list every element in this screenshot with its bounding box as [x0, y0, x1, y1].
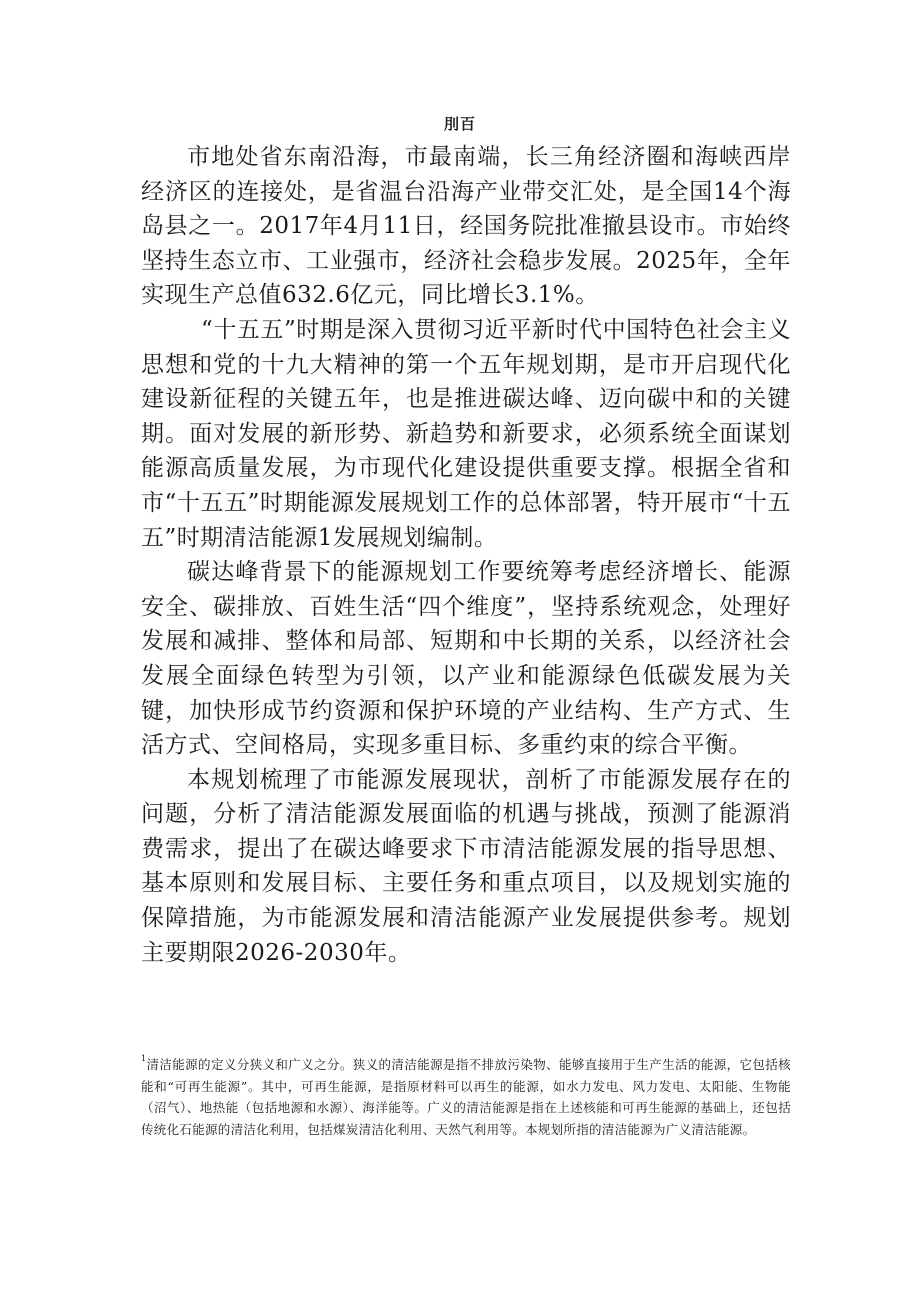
paragraph-planning-period: “十五五”时期是深入贯彻习近平新时代中国特色社会主义思想和党的十九大精神的第一个五年规划期，是市开启现代化建设新征程的关键五年，也是推进碳达峰、迈向碳中和的关键期。面对发展的新形势、新趋势和新要求，必须系统全面谋划能源高质量发展，为市现代化建设提供重要支撑。根据全省和市“十五五”时期能源发展规划工作的总体部署，特开展市“十五五”时期清洁能源1发展规划编制。 — [141, 316, 791, 551]
paragraph-plan-summary: 本规划梳理了市能源发展现状，剖析了市能源发展存在的问题，分析了清洁能源发展面临的机遇与挑战，预测了能源消费需求，提出了在碳达峰要求下市清洁能源发展的指导思想、基本原则和发展目标、主要任务和重点项目，以及规划实施的保障措施，为市能源发展和清洁能源产业发展提供参考。规划主要期限2026-2030年。 — [141, 766, 791, 966]
footnote — [141, 1054, 791, 1140]
document-body — [141, 140, 791, 970]
paragraph-carbon-peak: 碳达峰背景下的能源规划工作要统筹考虑经济增长、能源安全、碳排放、百姓生活“四个维度”，坚持系统观念，处理好发展和减排、整体和局部、短期和中长期的关系，以经济社会发展全面绿色转型为引领，以产业和能源绿色低碳发展为关键，加快形成节约资源和保护环境的产业结构、生产方式、生活方式、空间格局，实现多重目标、多重约束的综合平衡。 — [141, 559, 791, 759]
page-title: 刖百 — [443, 115, 476, 133]
footnote-text: 清洁能源的定义分狭义和广义之分。狭义的清洁能源是指不排放污染物、能够直接用于生产生活的能源，它包括核能和“可再生能源”。其中，可再生能源，是指原材料可以再生的能源，如水力发电、风力发电、太阳能、生物能（沼气）、地热能（包括地源和水源）、海洋能等。广义的清洁能源是指在上述核能和可再生能源的基础上，还包括传统化石能源的清洁化利用，包括煤炭清洁化利用、天然气利用等。本规划所指的清洁能源为广义清洁能源。 — [141, 1057, 791, 1137]
footnote-marker: 1 — [141, 1054, 147, 1063]
paragraph-intro: 市地处省东南沿海，市最南端，长三角经济圈和海峡西岸经济区的连接处，是省温台沿海产业带交汇处，是全国14个海岛县之一。2017年4月11日，经国务院批准撤县设市。市始终坚持生态立市、工业强市，经济社会稳步发展。2025年，全年实现生产总值632.6亿元，同比增长3.1%。 — [141, 144, 791, 309]
